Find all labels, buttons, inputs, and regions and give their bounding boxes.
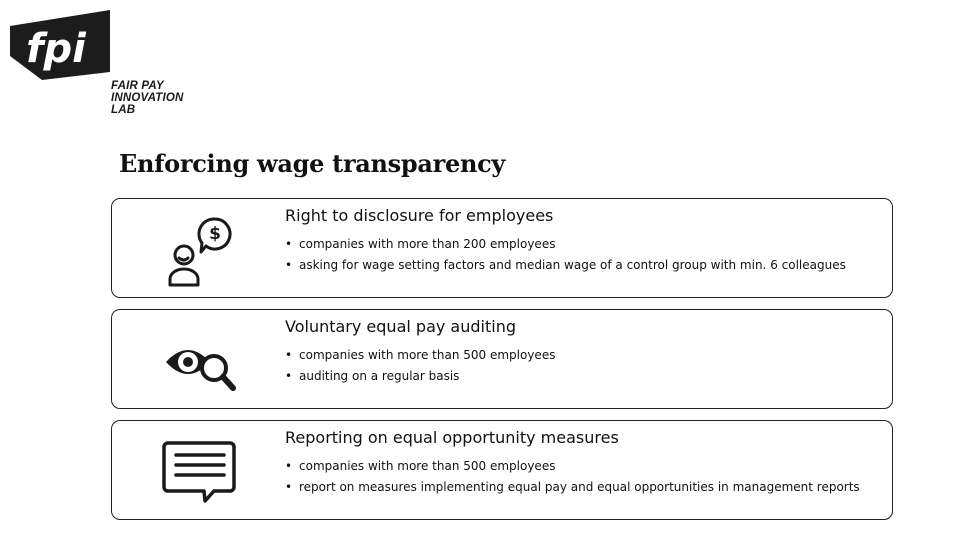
bullet-item: • companies with more than 200 employees: [285, 236, 885, 253]
bullet-item: • companies with more than 500 employees: [285, 458, 885, 475]
fpi-logo: [10, 10, 114, 80]
eye-with-magnifier-icon: [158, 324, 238, 398]
card-voluntary-auditing: [111, 309, 893, 409]
bullet-list: [285, 347, 885, 389]
card-title: Voluntary equal pay auditing: [285, 317, 516, 336]
logo-line: INNOVATION: [111, 92, 184, 104]
logo-mark-text: fpi: [26, 26, 86, 72]
bullet-item: • asking for wage setting factors and median wage of a control group with min. 6 colleagues: [285, 257, 885, 274]
slide-title: Enforcing wage transparency: [119, 149, 506, 178]
card-title: Right to disclosure for employees: [285, 206, 554, 225]
card-right-to-disclosure: [111, 198, 893, 298]
report-speech-bubble-icon: [158, 435, 238, 509]
bullet-item: • auditing on a regular basis: [285, 368, 885, 385]
bullet-item: • companies with more than 500 employees: [285, 347, 885, 364]
logo-line: FAIR PAY: [111, 80, 164, 92]
bullet-item: • report on measures implementing equal pay and equal opportunities in management reports: [285, 479, 885, 496]
bullet-list: [285, 458, 885, 500]
bullet-list: [285, 236, 885, 278]
svg-text:$: $: [209, 224, 221, 244]
card-reporting-measures: [111, 420, 893, 520]
person-with-dollar-speech-bubble-icon: [158, 213, 238, 287]
fpi-logo-mark: [10, 10, 114, 80]
card-title: Reporting on equal opportunity measures: [285, 428, 619, 447]
logo-wordmark: [111, 80, 184, 116]
logo-line: LAB: [111, 104, 136, 116]
